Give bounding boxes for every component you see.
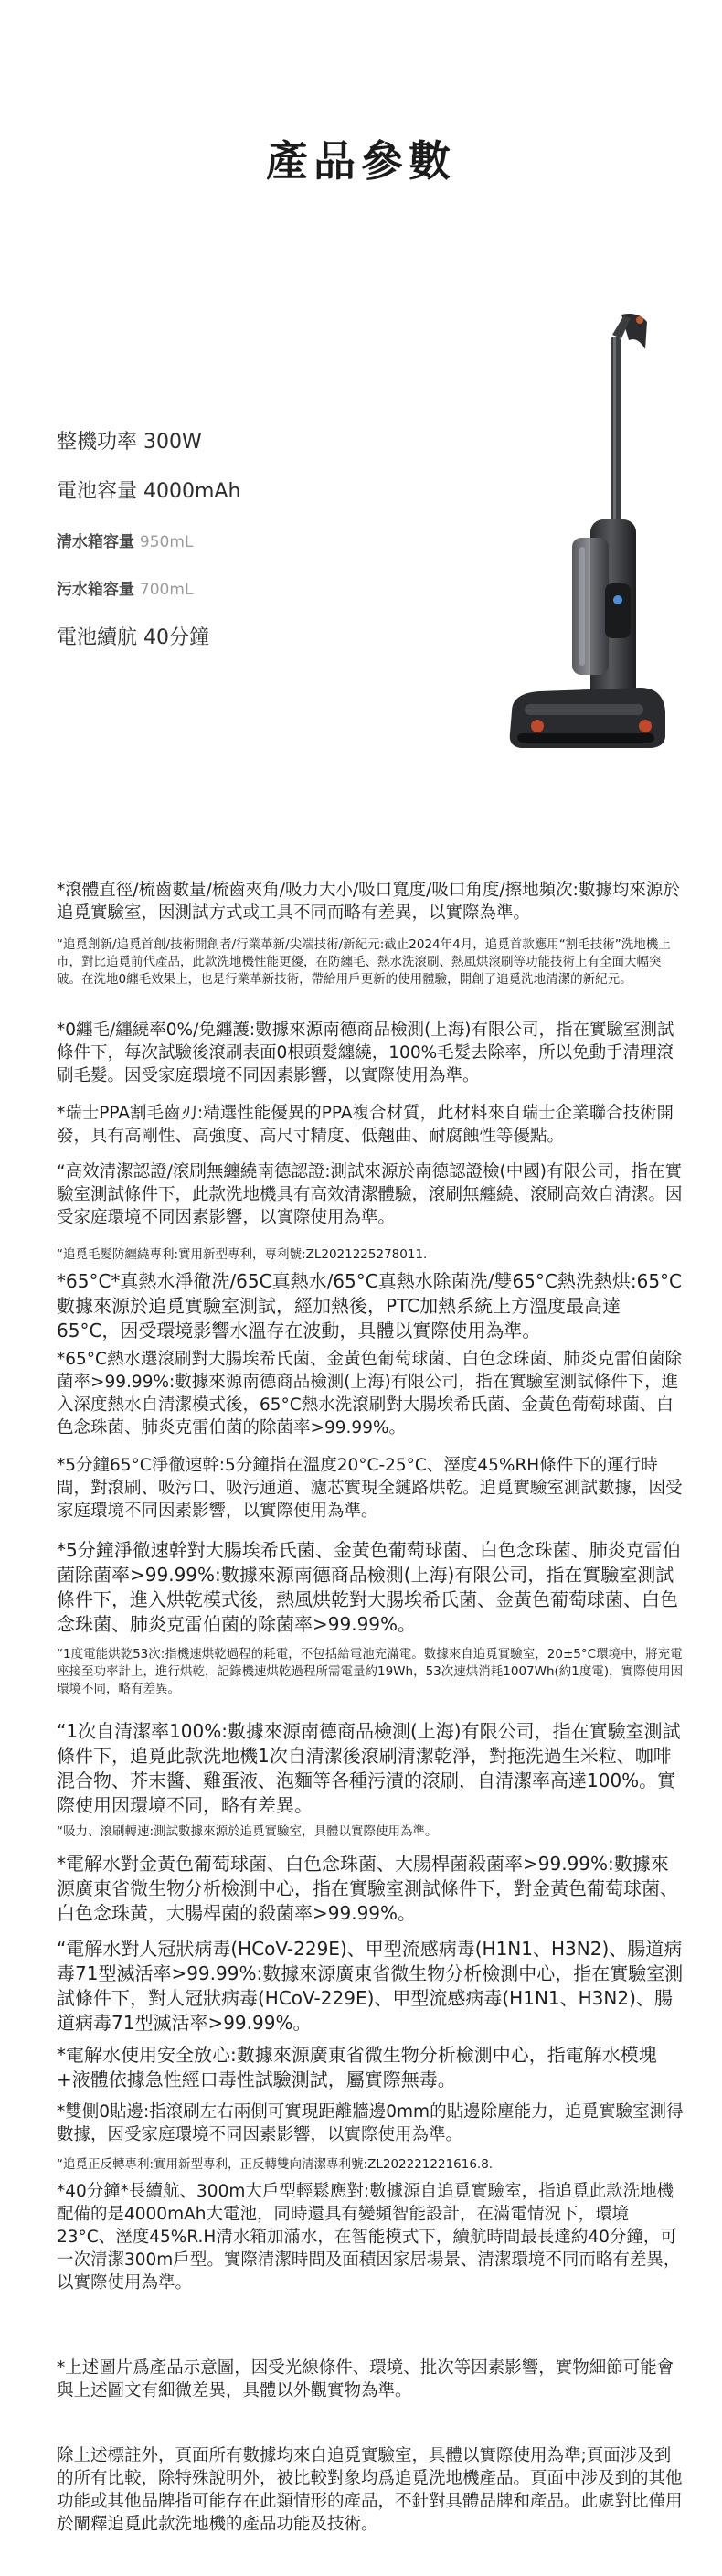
spec-clean-tank [57, 529, 193, 551]
note-self-clean: “1次自清潔率100%:數據來源南德商品檢測(上海)有限公司，指在實驗室測試條件下，追覓此款洗地機1次自清潔後滾刷清潔乾淨，對拖洗過生米粒、咖啡混合物、芥末醬、雞蛋液、泡麵等各種污漬的滾刷，自清潔率高達100%。實際使用因環境不同，略有差異。 [57, 1719, 681, 1816]
note-edge-clean: *雙側0貼邊:指滾刷左右兩側可實現距離牆邊0mm的貼邊除塵能力，追覓實驗室測得數據，因受家庭環境不同因素影響，以實際使用為準。 [57, 2101, 684, 2144]
note-5min-dry: *5分鐘65°C淨徹速幹:5分鐘指在溫度20°C-25°C、溼度45%RH條件下的運行時間，對滾刷、吸污口、吸污通道、濾芯實現全鏈路烘乾。追覓實驗室測試數據，因受家庭環境不同因素影響，以實際使用為準。 [57, 1456, 683, 1522]
note-ppa-blade: *瑞士PPA割毛齒刃:精選性能優異的PPA複合材質，此材料來自瑞士企業聯合技術開發，具有高剛性、高強度、高尺寸精度、低翹曲、耐腐蝕性等優點。 [57, 1104, 674, 1147]
note-runtime: *40分鐘*長續航、300m大戶型輕鬆應對:數據源自追覓實驗室，指追覓此款洗地機配備的是4000mAh大電池，同時還具有變頻智能設計，在滿電情況下，環境23°C、溼度45%R.H清水箱加滿水，在智能模式下，續航時間最長達約40分鐘，可一次清潔300m戶型。實際清潔時間及面積因家居場景、清潔環境不同而略有差異，以實際使用為準。 [57, 2181, 681, 2293]
note-hair-patent: “追覓毛髮防纏繞專利:實用新型專利，專利號:ZL2021225278011. [57, 1247, 428, 1263]
spec-dirty-tank-value: 700mL [139, 581, 194, 599]
spec-runtime-value: 40分鐘 [143, 626, 210, 649]
spec-power-label: 整機功率 [57, 431, 138, 454]
spec-power-value: 300W [143, 431, 202, 454]
note-image-disclaimer: *上述圖片爲產品示意圖，因受光線條件、環境、批次等因素影響，實物細節可能會與上述圖文有細微差異，具體以外觀實物為準。 [57, 2357, 674, 2400]
note-electrolysis-virus: “電解水對人冠狀病毒(HCoV-229E)、甲型流感病毒(H1N1、H3N2)、腸道病毒71型滅活率>99.99%:數據來源廣東省微生物分析檢測中心，指在實驗室測試條件下，對人冠狀病毒(HCoV-229E)、甲型流感病毒(H1N1、H3N2)、腸道病毒71型滅活率>99.99%。 [57, 1937, 684, 2034]
spec-battery-value: 4000mAh [143, 480, 241, 503]
note-tuv-cert: “高效清潔認證/滾刷無纏繞南德認證:測試來源於南德認證檢(中國)有限公司，指在實驗室測試條件下，此款洗地機具有高效清潔體驗，滾刷無纏繞、滾刷高效自清潔。因受家庭環境不同因素影響，以實際使用為準。 [57, 1162, 683, 1228]
note-5min-sterilization: *5分鐘淨徹速幹對大腸埃希氏菌、金黃色葡萄球菌、白色念珠菌、肺炎克雷伯菌除菌率>99.99%:數據來源南德商品檢測(上海)有限公司，指在實驗室測試條件下，進入烘乾模式後，熱風烘乾對大腸埃希氏菌、金黃色葡萄球菌、白色念珠菌、肺炎克雷伯菌的除菌率>99.99%。 [57, 1539, 681, 1636]
note-electrolysis-bacteria: *電解水對金黃色葡萄球菌、白色念珠菌、大腸桿菌殺菌率>99.99%:數據來源廣東省微生物分析檢測中心，指在實驗室測試條件下，對金黃色葡萄球菌、白色念珠黃，大腸桿菌的殺菌率>99.99%。 [57, 1852, 678, 1924]
note-innovation: “追覓創新/追覓首創/技術開創者/行業革新/尖端技術/新紀元:截止2024年4月，追覓首款應用“割毛技術”洗地機上市，對比追覓前代產品，此款洗地機性能更優，在防纏毛、熱水洗滾刷、熱風烘滾刷等功能技術上有全面大幅突破。在洗地0纏毛效果上，也是行業革新技術，帶給用戶更新的使用體驗，開創了追覓洗地清潔的新紀元。 [57, 936, 671, 988]
note-reverse-patent: “追覓正反轉專利:實用新型專利，正反轉雙向清潔專利號:ZL202221221616.8. [57, 2156, 494, 2172]
page-title: 產品參數 [266, 136, 456, 186]
spec-clean-tank-label: 清水箱容量 [57, 533, 134, 551]
spec-runtime-label: 電池續航 [57, 626, 138, 649]
wet-dry-vacuum-image [484, 309, 676, 783]
note-1kwh-dry: “1度電能烘乾53次:指機速烘乾過程的耗電，不包括給電池充滿電。數據來自追覓實驗室，20±5°C環境中，將充電座接至功率計上，進行烘乾，記錄機速烘乾過程所需電量約19Wh，53次速烘消耗1007Wh(約1度電)，實際使用因環境不同，略有差異。 [57, 1647, 684, 1697]
spec-dirty-tank [57, 576, 193, 599]
spec-power [57, 426, 202, 454]
spec-battery-label: 電池容量 [57, 480, 138, 503]
note-roller-specs: *滾體直徑/梳齒數量/梳齒夾角/吸力大小/吸口寬度/吸口角度/擦地頻次:數據均來源於追覓實驗室，因測試方式或工具不同而略有差異，以實際為準。 [57, 881, 680, 923]
note-zero-tangle: *0纏毛/纏繞率0%/免纏護:數據來源南德商品檢測(上海)有限公司，指在實驗室測試條件下，每次試驗後滾刷表面0根頭髮纏繞，100%毛髮去除率，所以免動手清理滾刷毛髮。因受家庭環境不同因素影響，以實際使用為準。 [57, 1021, 674, 1086]
note-65c-hot-water: *65°C*真熱水淨徹洗/65C真熱水/65°C真熱水除菌洗/雙65°C熱洗熱烘:65°C數據來源於追覓實驗室測試，經加熱後，PTC加熱系統上方溫度最高達65°C，因受環境影響水溫存在波動，具體以實際使用為準。 [57, 1270, 683, 1342]
spec-clean-tank-value: 950mL [139, 533, 194, 551]
notes-block-1 [57, 880, 684, 2536]
spec-battery [57, 476, 240, 504]
note-65c-sterilization: *65°C熱水選滾刷對大腸埃希氏菌、金黃色葡萄球菌、白色念珠菌、肺炎克雷伯菌除菌率>99.99%:數據來源南德商品檢測(上海)有限公司，指在實驗室測試條件下，進入深度熱水自清潔模式後，65°C熱水洗滾刷對大腸埃希氏菌、金黃色葡萄球菌、白色念珠菌、肺炎克雷伯菌的除菌率>99.99%。 [57, 1350, 682, 1438]
spec-runtime [57, 622, 209, 650]
spec-dirty-tank-label: 污水箱容量 [57, 581, 134, 599]
note-electrolysis-safe: *電解水使用安全放心:數據來源廣東省微生物分析檢測中心，指電解水模塊+液體依據急性經口毒性試驗測試，屬實際無毒。 [57, 2043, 657, 2090]
note-suction: “吸力、滾刷轉速:測試數據來源於追覓實驗室，具體以實際使用為準。 [57, 1823, 438, 1839]
note-general-disclaimer: 除上述標註外，頁面所有數據均來自追覓實驗室，具體以實際使用為準;頁面涉及到的所有比較，除特殊說明外，被比較對象均爲追覓洗地機產品。頁面中涉及到的其他功能或其他品牌指可能存在此類情形的產品，不針對具體品牌和產品。此處對比僅用於闡釋追覓此款洗地機的產品功能及技術。 [57, 2445, 683, 2534]
